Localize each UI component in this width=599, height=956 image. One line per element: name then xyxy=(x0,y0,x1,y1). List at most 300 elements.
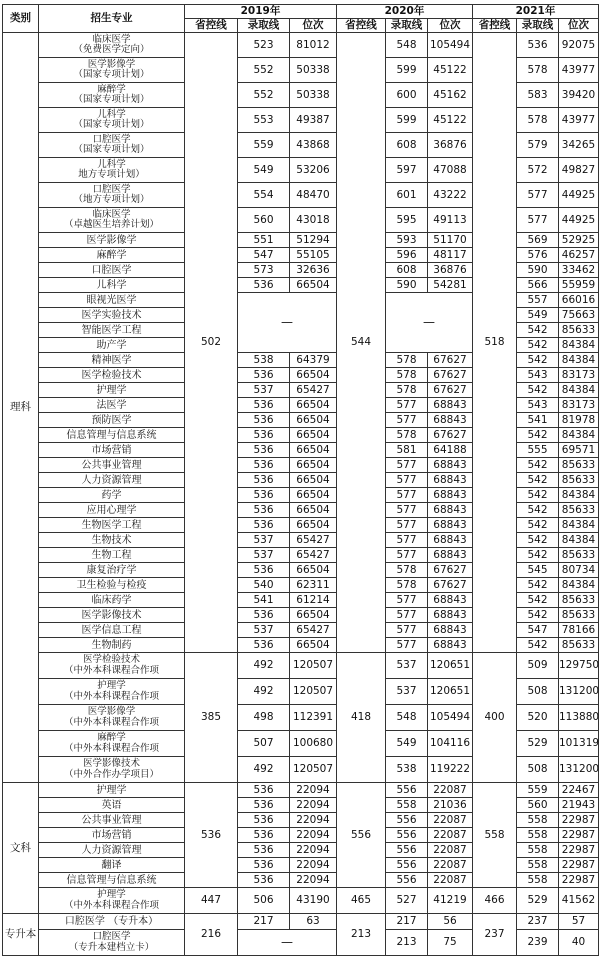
score-cell: 600 xyxy=(386,83,428,108)
score-cell: 492 xyxy=(238,757,290,783)
major-cell xyxy=(39,533,185,548)
major-line: 儿科学 xyxy=(97,158,126,170)
rank-cell: 85633 xyxy=(559,593,599,608)
score-cell: 577 xyxy=(386,488,428,503)
rank-cell: 66504 xyxy=(290,278,337,293)
score-cell: 542 xyxy=(517,503,559,518)
table-row xyxy=(3,783,599,798)
control-line-cell: 466 xyxy=(473,888,517,914)
table-row xyxy=(3,33,599,58)
major-line: 口腔医学 xyxy=(92,931,131,942)
rank-cell: 22094 xyxy=(290,798,337,813)
rank-cell: 39420 xyxy=(559,83,599,108)
rank-cell: 21943 xyxy=(559,798,599,813)
control-line-cell: 447 xyxy=(185,888,238,914)
major-line: 生物制药 xyxy=(91,639,132,651)
rank-cell: 22987 xyxy=(559,813,599,828)
score-cell: 536 xyxy=(238,828,290,843)
score-cell: 552 xyxy=(238,58,290,83)
major-line: 护理学 xyxy=(97,889,126,900)
score-cell: 536 xyxy=(238,783,290,798)
table-row xyxy=(3,888,599,914)
rank-cell: 85633 xyxy=(559,473,599,488)
major-cell xyxy=(39,653,185,679)
score-cell: 536 xyxy=(238,368,290,383)
score-cell: 596 xyxy=(386,248,428,263)
header-control-2021: 省控线 xyxy=(473,19,517,33)
rank-cell: 22094 xyxy=(290,858,337,873)
rank-cell: 66504 xyxy=(290,608,337,623)
score-cell: 536 xyxy=(238,518,290,533)
rank-cell: 68843 xyxy=(428,458,473,473)
score-cell: 601 xyxy=(386,183,428,208)
rank-cell: 56 xyxy=(428,914,473,930)
major-cell xyxy=(39,930,185,956)
rank-cell: 67627 xyxy=(428,428,473,443)
control-line-cell: 213 xyxy=(337,914,386,956)
score-cell: 507 xyxy=(238,731,290,757)
rank-cell: 34265 xyxy=(559,133,599,158)
score-cell: 556 xyxy=(386,858,428,873)
control-line-cell: 400 xyxy=(473,653,517,783)
score-cell: 217 xyxy=(238,914,290,930)
major-line: （国家专项计划） xyxy=(73,119,150,130)
rank-cell: 45122 xyxy=(428,108,473,133)
major-line: 临床医学 xyxy=(92,33,131,45)
rank-cell: 66504 xyxy=(290,413,337,428)
score-cell: 577 xyxy=(517,183,559,208)
major-line: 医学影像学 xyxy=(87,706,136,717)
rank-cell: 68843 xyxy=(428,473,473,488)
score-cell: 542 xyxy=(517,533,559,548)
score-cell: 529 xyxy=(517,731,559,757)
major-line: 口腔医学 xyxy=(92,183,131,195)
score-cell: 558 xyxy=(517,843,559,858)
rank-cell: 104116 xyxy=(428,731,473,757)
score-cell: 578 xyxy=(517,58,559,83)
rank-cell: 112391 xyxy=(290,705,337,731)
rank-cell: 92075 xyxy=(559,33,599,58)
score-cell: 552 xyxy=(238,83,290,108)
rank-cell: 68843 xyxy=(428,608,473,623)
empty-cell: — xyxy=(238,293,337,353)
score-cell: 506 xyxy=(238,888,290,914)
major-cell xyxy=(39,679,185,705)
score-cell: 542 xyxy=(517,518,559,533)
major-cell xyxy=(39,353,185,368)
major-cell xyxy=(39,914,185,930)
major-line: 护理学 xyxy=(97,680,126,691)
header-control-2020: 省控线 xyxy=(337,19,386,33)
score-cell: 536 xyxy=(238,798,290,813)
major-line: 口腔医学 xyxy=(92,133,131,145)
score-cell: 558 xyxy=(517,813,559,828)
major-cell xyxy=(39,323,185,338)
major-cell xyxy=(39,58,185,83)
major-line: 麻醉学 xyxy=(96,249,127,261)
score-cell: 599 xyxy=(386,108,428,133)
rank-cell: 131200 xyxy=(559,679,599,705)
major-line: 口腔医学 xyxy=(91,264,132,276)
score-cell: 527 xyxy=(386,888,428,914)
major-line: 医学检验技术 xyxy=(81,369,142,381)
rank-cell: 66504 xyxy=(290,503,337,518)
score-cell: 492 xyxy=(238,679,290,705)
control-line-cell: 558 xyxy=(473,783,517,888)
score-cell: 542 xyxy=(517,458,559,473)
score-cell: 578 xyxy=(386,353,428,368)
rank-cell: 68843 xyxy=(428,488,473,503)
score-cell: 536 xyxy=(238,458,290,473)
score-cell: 538 xyxy=(238,353,290,368)
score-cell: 536 xyxy=(238,608,290,623)
major-line: 智能医学工程 xyxy=(81,324,142,336)
rank-cell: 50338 xyxy=(290,83,337,108)
header-score-2020: 录取线 xyxy=(386,19,428,33)
major-line: 生物工程 xyxy=(91,549,132,561)
rank-cell: 66504 xyxy=(290,488,337,503)
control-line-cell: 237 xyxy=(473,914,517,956)
rank-cell: 84384 xyxy=(559,533,599,548)
rank-cell: 48117 xyxy=(428,248,473,263)
score-cell: 540 xyxy=(238,578,290,593)
major-line: 公共事业管理 xyxy=(81,814,142,826)
major-cell xyxy=(39,108,185,133)
score-cell: 492 xyxy=(238,653,290,679)
major-line: （国家专项计划） xyxy=(73,69,150,80)
rank-cell: 33462 xyxy=(559,263,599,278)
major-line: 护理学 xyxy=(96,784,127,796)
major-cell xyxy=(39,183,185,208)
score-cell: 556 xyxy=(386,828,428,843)
rank-cell: 52925 xyxy=(559,233,599,248)
major-cell xyxy=(39,563,185,578)
score-cell: 597 xyxy=(386,158,428,183)
score-cell: 608 xyxy=(386,263,428,278)
major-cell xyxy=(39,383,185,398)
major-line: 儿科学 xyxy=(97,108,126,120)
major-cell xyxy=(39,888,185,914)
score-cell: 536 xyxy=(238,488,290,503)
major-line: （中外本科课程合作项 xyxy=(63,690,159,702)
rank-cell: 68843 xyxy=(428,398,473,413)
score-cell: 572 xyxy=(517,158,559,183)
major-line: 应用心理学 xyxy=(86,504,137,516)
score-cell: 536 xyxy=(238,398,290,413)
rank-cell: 75 xyxy=(428,930,473,956)
rank-cell: 61214 xyxy=(290,593,337,608)
score-cell: 558 xyxy=(386,798,428,813)
score-cell: 542 xyxy=(517,428,559,443)
rank-cell: 49113 xyxy=(428,208,473,233)
major-line: 生物技术 xyxy=(91,534,132,546)
rank-cell: 41562 xyxy=(559,888,599,914)
rank-cell: 66504 xyxy=(290,428,337,443)
rank-cell: 43977 xyxy=(559,108,599,133)
major-line: （国家专项计划） xyxy=(73,94,150,105)
header-score-2019: 录取线 xyxy=(238,19,290,33)
rank-cell: 84384 xyxy=(559,578,599,593)
major-cell xyxy=(39,705,185,731)
rank-cell: 32636 xyxy=(290,263,337,278)
score-cell: 542 xyxy=(517,578,559,593)
score-cell: 578 xyxy=(386,383,428,398)
major-cell xyxy=(39,813,185,828)
rank-cell: 63 xyxy=(290,914,337,930)
score-cell: 577 xyxy=(386,458,428,473)
category-cell: 文科 xyxy=(3,783,39,914)
major-line: 护理学 xyxy=(96,384,127,396)
major-cell xyxy=(39,828,185,843)
rank-cell: 84384 xyxy=(559,383,599,398)
rank-cell: 22094 xyxy=(290,813,337,828)
major-line: （中外合作办学项目） xyxy=(63,768,159,780)
header-rank-2021: 位次 xyxy=(559,19,599,33)
score-cell: 536 xyxy=(238,843,290,858)
rank-cell: 22467 xyxy=(559,783,599,798)
score-cell: 560 xyxy=(238,208,290,233)
score-cell: 545 xyxy=(517,563,559,578)
rank-cell: 68843 xyxy=(428,638,473,653)
header-control-2019: 省控线 xyxy=(185,19,238,33)
rank-cell: 22094 xyxy=(290,873,337,888)
major-line: 医学检验技术 xyxy=(82,654,140,665)
major-line: 医学影像学 xyxy=(87,58,136,70)
major-line: 公共事业管理 xyxy=(81,459,142,471)
score-cell: 537 xyxy=(386,679,428,705)
score-cell: 608 xyxy=(386,133,428,158)
score-cell: 579 xyxy=(517,133,559,158)
score-cell: 559 xyxy=(517,783,559,798)
rank-cell: 62311 xyxy=(290,578,337,593)
major-cell xyxy=(39,398,185,413)
rank-cell: 105494 xyxy=(428,705,473,731)
empty-cell: — xyxy=(386,293,473,353)
rank-cell: 66016 xyxy=(559,293,599,308)
rank-cell: 43018 xyxy=(290,208,337,233)
major-line: 人力资源管理 xyxy=(81,474,142,486)
major-cell xyxy=(39,338,185,353)
score-cell: 542 xyxy=(517,353,559,368)
rank-cell: 68843 xyxy=(428,533,473,548)
score-cell: 559 xyxy=(238,133,290,158)
major-line: 助产学 xyxy=(96,339,127,351)
major-line: 卫生检验与检疫 xyxy=(76,579,147,591)
category-cell: 理科 xyxy=(3,33,39,783)
major-cell xyxy=(39,518,185,533)
score-cell: 541 xyxy=(517,413,559,428)
score-cell: 577 xyxy=(386,608,428,623)
major-line: 英语 xyxy=(101,799,122,811)
major-cell xyxy=(39,368,185,383)
rank-cell: 49387 xyxy=(290,108,337,133)
rank-cell: 85633 xyxy=(559,323,599,338)
rank-cell: 43190 xyxy=(290,888,337,914)
rank-cell: 36876 xyxy=(428,263,473,278)
score-cell: 542 xyxy=(517,473,559,488)
rank-cell: 54281 xyxy=(428,278,473,293)
major-cell xyxy=(39,488,185,503)
score-cell: 569 xyxy=(517,233,559,248)
major-cell xyxy=(39,33,185,58)
score-cell: 543 xyxy=(517,368,559,383)
control-line-cell: 556 xyxy=(337,783,386,888)
score-cell: 542 xyxy=(517,488,559,503)
rank-cell: 65427 xyxy=(290,533,337,548)
table-body xyxy=(3,33,599,956)
rank-cell: 81012 xyxy=(290,33,337,58)
major-cell xyxy=(39,83,185,108)
major-cell xyxy=(39,133,185,158)
major-line: 地方专项计划） xyxy=(78,169,145,180)
score-cell: 239 xyxy=(517,930,559,956)
rank-cell: 22087 xyxy=(428,858,473,873)
score-cell: 509 xyxy=(517,653,559,679)
major-line: 眼视光医学 xyxy=(86,294,137,306)
control-line-cell: 418 xyxy=(337,653,386,783)
major-line: （地方专项计划） xyxy=(73,194,150,205)
score-cell: 537 xyxy=(386,653,428,679)
major-cell xyxy=(39,158,185,183)
table-row xyxy=(3,914,599,930)
major-cell xyxy=(39,593,185,608)
rank-cell: 66504 xyxy=(290,458,337,473)
rank-cell: 47088 xyxy=(428,158,473,183)
major-line: 康复治疗学 xyxy=(86,564,137,576)
rank-cell: 84384 xyxy=(559,488,599,503)
major-line: 精神医学 xyxy=(91,354,132,366)
score-cell: 581 xyxy=(386,443,428,458)
score-cell: 542 xyxy=(517,338,559,353)
empty-cell: — xyxy=(238,930,337,956)
major-line: 医学影像技术 xyxy=(82,758,140,769)
control-line-cell: 502 xyxy=(185,33,238,653)
score-cell: 577 xyxy=(386,398,428,413)
score-cell: 599 xyxy=(386,58,428,83)
rank-cell: 46257 xyxy=(559,248,599,263)
rank-cell: 45122 xyxy=(428,58,473,83)
rank-cell: 64188 xyxy=(428,443,473,458)
major-line: 医学信息工程 xyxy=(81,624,142,636)
score-cell: 577 xyxy=(386,623,428,638)
major-line: 临床医学 xyxy=(92,208,131,220)
score-cell: 536 xyxy=(238,413,290,428)
major-line: 信息管理与信息系统 xyxy=(66,429,157,441)
rank-cell: 68843 xyxy=(428,623,473,638)
score-cell: 536 xyxy=(238,873,290,888)
score-cell: 547 xyxy=(238,248,290,263)
score-cell: 549 xyxy=(386,731,428,757)
rank-cell: 22094 xyxy=(290,828,337,843)
score-cell: 537 xyxy=(238,383,290,398)
score-cell: 549 xyxy=(517,308,559,323)
major-cell xyxy=(39,843,185,858)
score-cell: 537 xyxy=(238,533,290,548)
header-rank-2020: 位次 xyxy=(428,19,473,33)
rank-cell: 21036 xyxy=(428,798,473,813)
rank-cell: 66504 xyxy=(290,398,337,413)
major-cell xyxy=(39,208,185,233)
rank-cell: 66504 xyxy=(290,518,337,533)
rank-cell: 65427 xyxy=(290,548,337,563)
score-cell: 547 xyxy=(517,623,559,638)
score-cell: 583 xyxy=(517,83,559,108)
score-cell: 548 xyxy=(386,705,428,731)
score-cell: 536 xyxy=(238,428,290,443)
admission-score-table xyxy=(2,4,599,956)
score-cell: 498 xyxy=(238,705,290,731)
score-cell: 578 xyxy=(386,563,428,578)
major-line: （免费医学定向） xyxy=(73,44,150,55)
major-cell xyxy=(39,731,185,757)
rank-cell: 105494 xyxy=(428,33,473,58)
rank-cell: 113880 xyxy=(559,705,599,731)
rank-cell: 85633 xyxy=(559,548,599,563)
major-cell xyxy=(39,278,185,293)
header-year-2020: 2020年 xyxy=(337,5,473,19)
rank-cell: 84384 xyxy=(559,353,599,368)
rank-cell: 57 xyxy=(559,914,599,930)
major-line: （中外本科课程合作项 xyxy=(63,899,159,911)
rank-cell: 41219 xyxy=(428,888,473,914)
rank-cell: 65427 xyxy=(290,383,337,398)
major-line: 临床药学 xyxy=(91,594,132,606)
rank-cell: 22087 xyxy=(428,828,473,843)
major-line: 市场营销 xyxy=(91,829,132,841)
score-cell: 213 xyxy=(386,930,428,956)
control-line-cell: 536 xyxy=(185,783,238,888)
score-cell: 553 xyxy=(238,108,290,133)
major-cell xyxy=(39,783,185,798)
rank-cell: 53206 xyxy=(290,158,337,183)
score-cell: 536 xyxy=(238,473,290,488)
rank-cell: 68843 xyxy=(428,503,473,518)
control-line-cell: 518 xyxy=(473,33,517,653)
rank-cell: 120507 xyxy=(290,653,337,679)
control-line-cell: 216 xyxy=(185,914,238,956)
score-cell: 542 xyxy=(517,383,559,398)
category-cell: 专升本 xyxy=(3,914,39,956)
score-cell: 577 xyxy=(386,593,428,608)
major-cell xyxy=(39,248,185,263)
major-line: （中外本科课程合作项 xyxy=(63,716,159,728)
rank-cell: 40 xyxy=(559,930,599,956)
rank-cell: 67627 xyxy=(428,563,473,578)
score-cell: 590 xyxy=(386,278,428,293)
rank-cell: 78166 xyxy=(559,623,599,638)
rank-cell: 43977 xyxy=(559,58,599,83)
major-line: 生物医学工程 xyxy=(81,519,142,531)
major-cell xyxy=(39,458,185,473)
major-line: 医学影像技术 xyxy=(81,609,142,621)
major-cell xyxy=(39,858,185,873)
rank-cell: 67627 xyxy=(428,368,473,383)
score-cell: 548 xyxy=(386,33,428,58)
score-cell: 557 xyxy=(517,293,559,308)
score-cell: 577 xyxy=(386,638,428,653)
rank-cell: 80734 xyxy=(559,563,599,578)
rank-cell: 100680 xyxy=(290,731,337,757)
rank-cell: 49827 xyxy=(559,158,599,183)
score-cell: 536 xyxy=(517,33,559,58)
rank-cell: 55105 xyxy=(290,248,337,263)
rank-cell: 22087 xyxy=(428,843,473,858)
score-cell: 556 xyxy=(386,873,428,888)
rank-cell: 22087 xyxy=(428,873,473,888)
rank-cell: 67627 xyxy=(428,578,473,593)
score-cell: 523 xyxy=(238,33,290,58)
major-line: 人力资源管理 xyxy=(81,844,142,856)
